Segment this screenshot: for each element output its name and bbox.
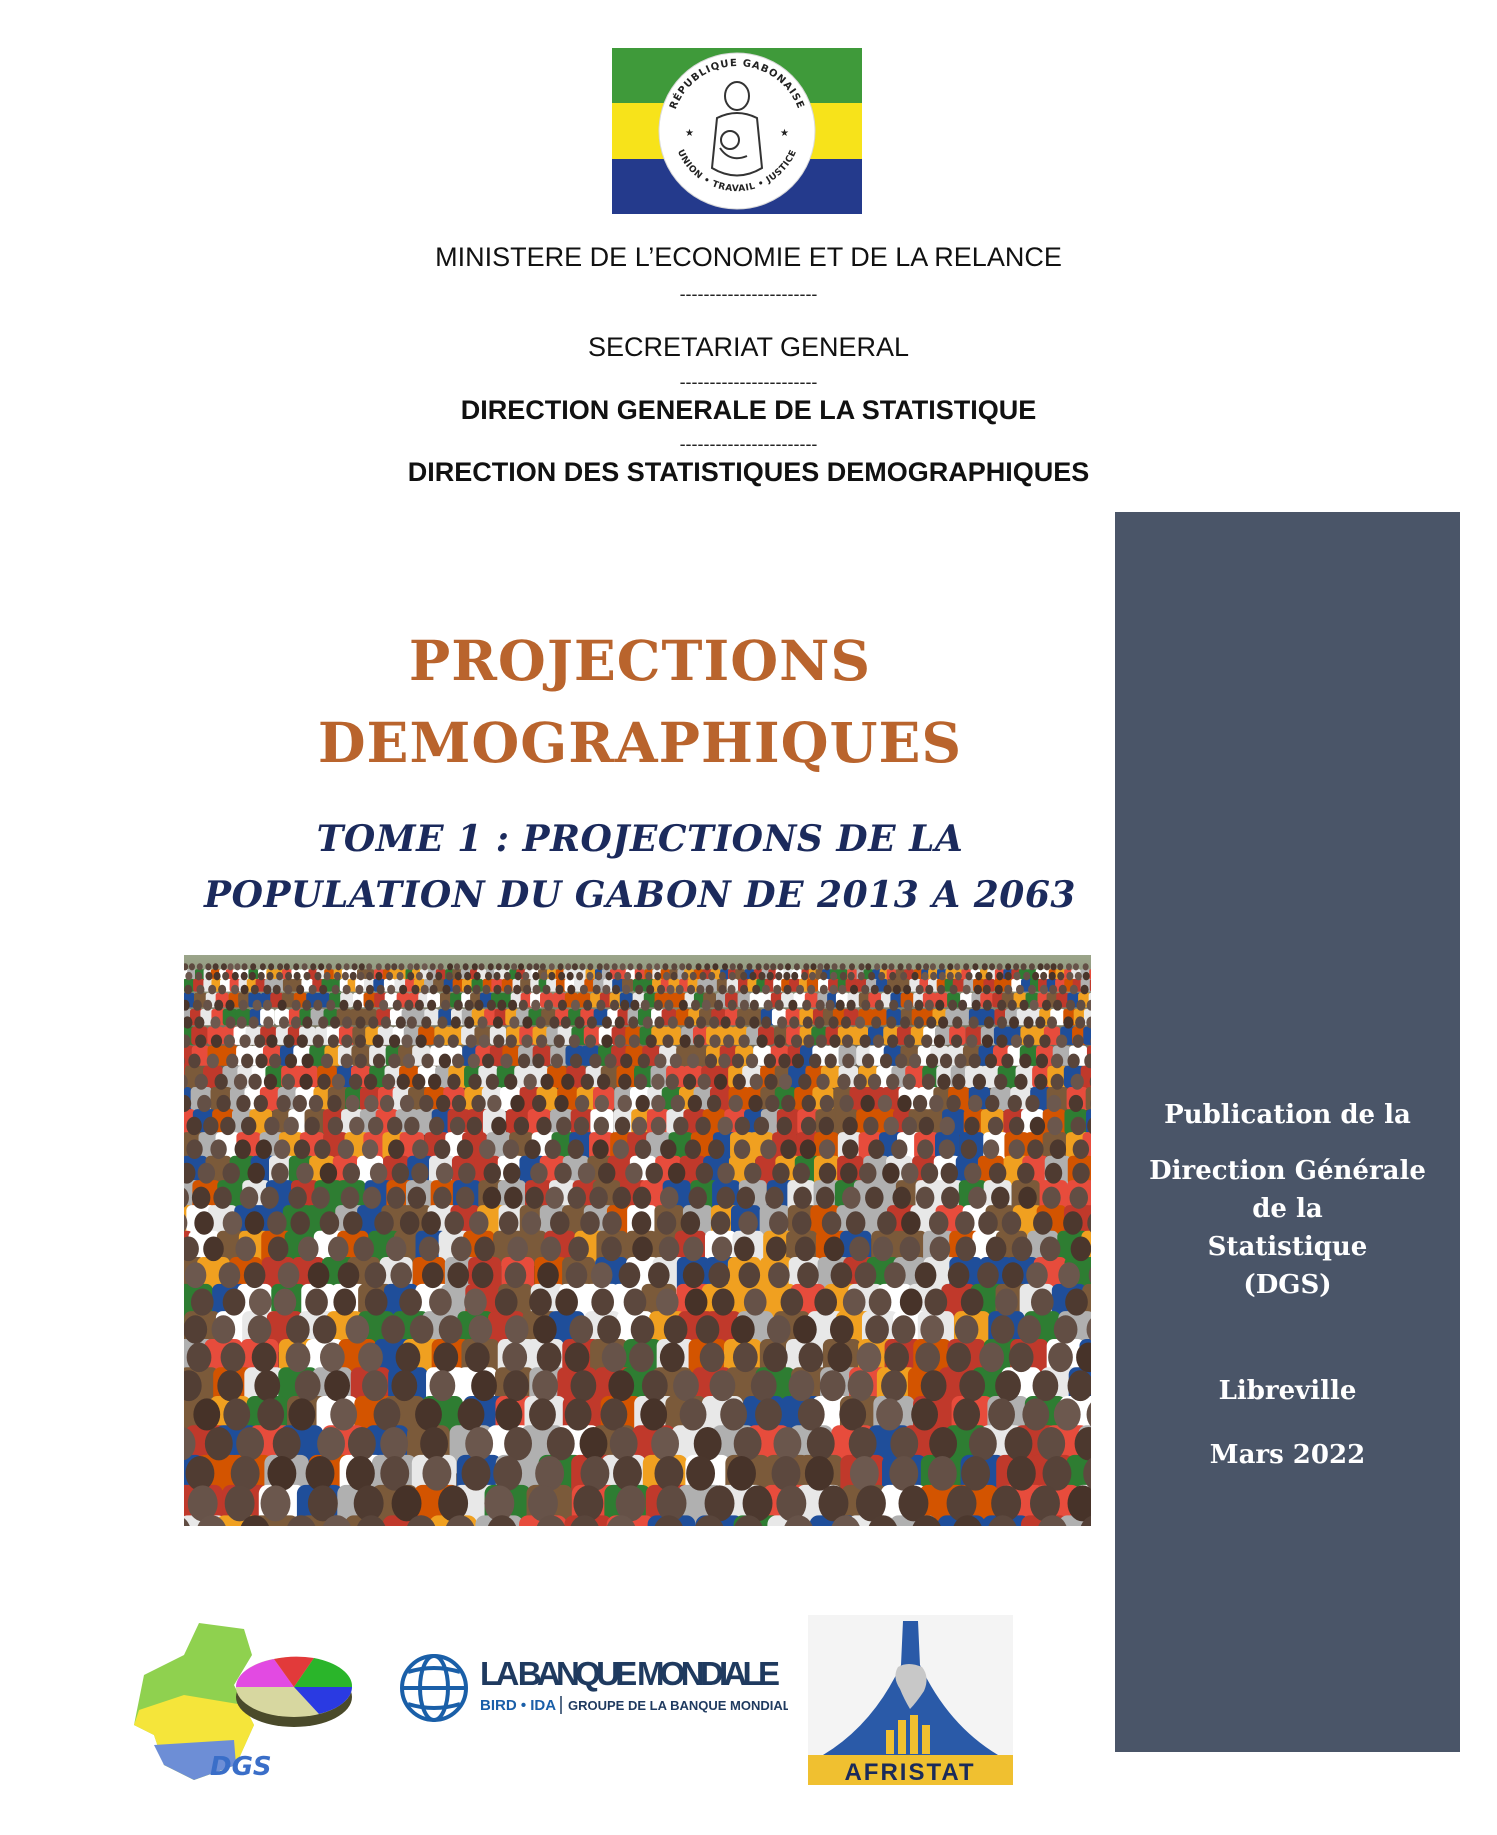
sidebar-publication-line-4: Statistique (1207, 1232, 1368, 1262)
direction-generale-label: DIRECTION GENERALE DE LA STATISTIQUE (460, 395, 1037, 425)
sidebar-city: Libreville (1218, 1376, 1357, 1406)
crowd-photo (184, 955, 1091, 1526)
afristat-logo (808, 1615, 1013, 1785)
subtitle-line-1: TOME 1 : PROJECTIONS DE LA (316, 818, 964, 860)
world-bank-sub-2: GROUPE DE LA BANQUE MONDIALE (568, 1698, 788, 1713)
separator-2: ----------------------- (679, 372, 818, 392)
world-bank-sub-1: BIRD • IDA (480, 1697, 557, 1714)
separator-1: ----------------------- (679, 284, 818, 304)
sidebar-date: Mars 2022 (1209, 1440, 1366, 1470)
dgs-logo (124, 1615, 356, 1787)
publication-sidebar (1115, 512, 1460, 1752)
afristat-logo-text: AFRISTAT (844, 1759, 976, 1785)
sidebar-publication-line-3: de la (1252, 1194, 1323, 1224)
emblem-text-bottom: UNION • TRAVAIL • JUSTICE (674, 148, 800, 195)
sidebar-publication-line-2: Direction Générale (1149, 1156, 1426, 1186)
world-bank-title: LA BANQUE MONDIALE (480, 1655, 780, 1692)
dgs-logo-text: DGS (210, 1752, 272, 1782)
direction-demographiques-label: DIRECTION DES STATISTIQUES DEMOGRAPHIQUES (407, 457, 1090, 487)
secretariat-label: SECRETARIAT GENERAL (587, 332, 910, 362)
subtitle-line-2: POPULATION DU GABON DE 2013 A 2063 (204, 874, 1076, 916)
gabon-emblem-logo (612, 48, 862, 214)
title-line-2: DEMOGRAPHIQUES (317, 710, 963, 775)
separator-3: ----------------------- (679, 434, 818, 454)
ministry-label: MINISTERE DE L’ECONOMIE ET DE LA RELANCE (435, 242, 1062, 272)
sidebar-publication-line-1: Publication de la (1164, 1100, 1411, 1130)
title-line-1: PROJECTIONS (408, 628, 872, 693)
emblem-text-top: RÉPUBLIQUE GABONAISE (668, 57, 806, 111)
world-bank-logo (398, 1640, 788, 1735)
svg-text:★: ★ (780, 128, 789, 139)
svg-text:★: ★ (685, 128, 694, 139)
sidebar-publication-line-5: (DGS) (1243, 1270, 1332, 1300)
